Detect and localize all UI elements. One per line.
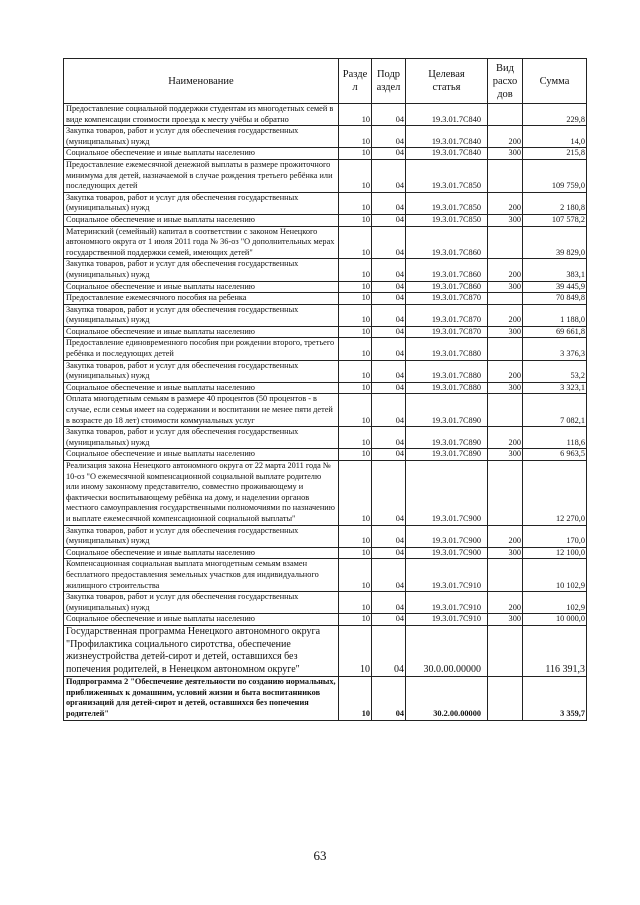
row-razdel: 10 [339, 625, 372, 676]
row-sum: 3 323,1 [523, 382, 587, 394]
row-podrazdel: 04 [372, 326, 406, 338]
row-podrazdel: 04 [372, 226, 406, 259]
row-sum: 170,0 [523, 525, 587, 547]
row-article: 19.3.01.7С910 [406, 614, 488, 626]
row-name: Предоставление единовременного пособия при рождении второго, третьего ребёнка и последующих детей [64, 338, 339, 360]
row-name: Подпрограмма 2 "Обеспечение деятельности по созданию нормальных, приближенных к домашним, условий жизни и быта воспитанников организаций для детей-сирот и детей, оставшихся без попечения родителей" [64, 677, 339, 720]
table-header-row [64, 59, 587, 104]
row-sum: 229,8 [523, 104, 587, 126]
row-razdel: 10 [339, 326, 372, 338]
row-name: Социальное обеспечение и иные выплаты населению [64, 148, 339, 160]
header-vid: Вид расхо дов [488, 59, 523, 104]
page-number: 63 [313, 848, 327, 863]
row-sum: 69 661,8 [523, 326, 587, 338]
row-sum: 12 100,0 [523, 547, 587, 559]
row-vid: 200 [488, 360, 523, 382]
row-name: Социальное обеспечение и иные выплаты населению [64, 449, 339, 461]
header-razdel: Разде л [339, 59, 372, 104]
row-article: 19.3.01.7С850 [406, 214, 488, 226]
row-razdel: 10 [339, 192, 372, 214]
table-row [64, 338, 587, 360]
row-sum: 10 000,0 [523, 614, 587, 626]
table-row [64, 326, 587, 338]
table-row [64, 360, 587, 382]
row-article: 19.3.01.7С860 [406, 226, 488, 259]
row-name: Предоставление социальной поддержки студентам из многодетных семей в виде компенсации стоимости проезда к месту учёбы и обратно [64, 104, 339, 126]
row-razdel: 10 [339, 461, 372, 526]
row-article: 19.3.01.7С840 [406, 126, 488, 148]
table-row [64, 293, 587, 305]
row-vid [488, 226, 523, 259]
row-article: 19.3.01.7С890 [406, 394, 488, 427]
row-vid: 200 [488, 192, 523, 214]
row-podrazdel: 04 [372, 525, 406, 547]
row-article: 19.3.01.7С850 [406, 159, 488, 192]
row-razdel: 10 [339, 226, 372, 259]
row-vid: 200 [488, 126, 523, 148]
budget-table [63, 58, 587, 721]
row-razdel: 10 [339, 559, 372, 592]
row-sum: 10 102,9 [523, 559, 587, 592]
row-razdel: 10 [339, 338, 372, 360]
row-razdel: 10 [339, 148, 372, 160]
row-article: 19.3.01.7С870 [406, 304, 488, 326]
table-row [64, 394, 587, 427]
row-article: 19.3.01.7С890 [406, 427, 488, 449]
row-podrazdel: 04 [372, 547, 406, 559]
row-vid: 200 [488, 427, 523, 449]
row-sum: 39 445,9 [523, 281, 587, 293]
row-article: 19.3.01.7С890 [406, 449, 488, 461]
row-name: Социальное обеспечение и иные выплаты населению [64, 614, 339, 626]
table-row [64, 449, 587, 461]
row-podrazdel: 04 [372, 281, 406, 293]
row-podrazdel: 04 [372, 394, 406, 427]
table-row [64, 559, 587, 592]
row-sum: 53,2 [523, 360, 587, 382]
row-name: Закупка товаров, работ и услуг для обеспечения государственных (муниципальных) нужд [64, 592, 339, 614]
row-sum: 7 082,1 [523, 394, 587, 427]
row-vid: 300 [488, 547, 523, 559]
row-vid [488, 394, 523, 427]
table-row [64, 281, 587, 293]
row-vid [488, 338, 523, 360]
table-row [64, 259, 587, 281]
row-name: Закупка товаров, работ и услуг для обеспечения государственных (муниципальных) нужд [64, 304, 339, 326]
row-name: Социальное обеспечение и иные выплаты населению [64, 214, 339, 226]
row-article: 19.3.01.7С850 [406, 192, 488, 214]
row-article: 19.3.01.7С900 [406, 525, 488, 547]
row-podrazdel: 04 [372, 625, 406, 676]
row-vid: 300 [488, 449, 523, 461]
row-razdel: 10 [339, 427, 372, 449]
row-name: Социальное обеспечение и иные выплаты населению [64, 326, 339, 338]
row-podrazdel: 04 [372, 449, 406, 461]
row-name: Реализация закона Ненецкого автономного округа от 22 марта 2011 года № 10-оз "О ежемесячной компенсационной социальной выплате родителю или иному законному представителю, совместно проживающему и фактически воспитывающему ребёнка на дому, и наделении органов местного самоуправления государственными полномочиями по назначению и выплате ежемесячной компенсационной социальной выплаты" [64, 461, 339, 526]
row-vid [488, 559, 523, 592]
row-sum: 2 180,8 [523, 192, 587, 214]
row-name: Социальное обеспечение и иные выплаты населению [64, 547, 339, 559]
row-razdel: 10 [339, 159, 372, 192]
row-podrazdel: 04 [372, 677, 406, 720]
row-podrazdel: 04 [372, 614, 406, 626]
row-sum: 12 270,0 [523, 461, 587, 526]
row-article: 19.3.01.7С840 [406, 148, 488, 160]
row-vid: 200 [488, 525, 523, 547]
row-razdel: 10 [339, 360, 372, 382]
row-sum: 383,1 [523, 259, 587, 281]
row-podrazdel: 04 [372, 427, 406, 449]
row-podrazdel: 04 [372, 293, 406, 305]
row-podrazdel: 04 [372, 338, 406, 360]
row-article: 19.3.01.7С860 [406, 281, 488, 293]
row-sum: 118,6 [523, 427, 587, 449]
row-name: Материнский (семейный) капитал в соответствии с законом Ненецкого автономного округа от 1 июля 2011 года № 36-оз "О дополнительных мерах государственной поддержки семей, имеющих детей" [64, 226, 339, 259]
row-razdel: 10 [339, 259, 372, 281]
row-vid: 300 [488, 326, 523, 338]
row-article: 19.3.01.7С910 [406, 559, 488, 592]
row-vid: 300 [488, 382, 523, 394]
row-podrazdel: 04 [372, 104, 406, 126]
row-sum: 3 359,7 [523, 677, 587, 720]
row-vid [488, 293, 523, 305]
row-razdel: 10 [339, 382, 372, 394]
row-vid: 300 [488, 214, 523, 226]
row-name: Закупка товаров, работ и услуг для обеспечения государственных (муниципальных) нужд [64, 192, 339, 214]
row-razdel: 10 [339, 525, 372, 547]
row-podrazdel: 04 [372, 214, 406, 226]
table-row [64, 226, 587, 259]
row-article: 30.2.00.00000 [406, 677, 488, 720]
row-name: Компенсационная социальная выплата многодетным семьям взамен бесплатного предоставления земельных участков для индивидуального жилищного строительства [64, 559, 339, 592]
row-vid: 300 [488, 281, 523, 293]
row-name: Закупка товаров, работ и услуг для обеспечения государственных (муниципальных) нужд [64, 427, 339, 449]
table-row [64, 159, 587, 192]
row-vid: 200 [488, 259, 523, 281]
row-name: Закупка товаров, работ и услуг для обеспечения государственных (муниципальных) нужд [64, 360, 339, 382]
table-row [64, 427, 587, 449]
table-body [64, 104, 587, 721]
row-podrazdel: 04 [372, 592, 406, 614]
row-razdel: 10 [339, 126, 372, 148]
row-name: Оплата многодетным семьям в размере 40 процентов (50 процентов - в случае, если семья имеет на содержании и воспитании не менее пяти детей в возрасте до 18 лет) стоимости коммунальных услуг [64, 394, 339, 427]
row-podrazdel: 04 [372, 126, 406, 148]
header-sum: Сумма [523, 59, 587, 104]
row-name: Предоставление ежемесячного пособия на ребенка [64, 293, 339, 305]
table-row [64, 592, 587, 614]
table-row [64, 677, 587, 720]
row-razdel: 10 [339, 281, 372, 293]
row-razdel: 10 [339, 614, 372, 626]
table-row [64, 614, 587, 626]
row-razdel: 10 [339, 214, 372, 226]
table-row [64, 104, 587, 126]
table-row [64, 126, 587, 148]
table-row [64, 148, 587, 160]
row-article: 19.3.01.7С910 [406, 592, 488, 614]
row-article: 19.3.01.7С880 [406, 360, 488, 382]
row-podrazdel: 04 [372, 382, 406, 394]
header-podrazdel: Подр аздел [372, 59, 406, 104]
row-article: 19.3.01.7С880 [406, 338, 488, 360]
table-row [64, 214, 587, 226]
table-row [64, 625, 587, 676]
row-article: 19.3.01.7С840 [406, 104, 488, 126]
header-name: Наименование [64, 59, 339, 104]
row-podrazdel: 04 [372, 259, 406, 281]
row-podrazdel: 04 [372, 304, 406, 326]
row-article: 30.0.00.00000 [406, 625, 488, 676]
row-vid: 200 [488, 304, 523, 326]
row-article: 19.3.01.7С900 [406, 547, 488, 559]
row-name: Государственная программа Ненецкого автономного округа "Профилактика социального сиротства, обеспечение жизнеустройства детей-сирот и детей, оставшихся без попечения родителей, в Ненецком автономном округе" [64, 625, 339, 676]
row-vid: 300 [488, 148, 523, 160]
row-article: 19.3.01.7С900 [406, 461, 488, 526]
row-name: Социальное обеспечение и иные выплаты населению [64, 382, 339, 394]
row-name: Закупка товаров, работ и услуг для обеспечения государственных (муниципальных) нужд [64, 259, 339, 281]
header-article: Целевая статья [406, 59, 488, 104]
row-razdel: 10 [339, 592, 372, 614]
table-row [64, 525, 587, 547]
row-vid [488, 461, 523, 526]
table-row [64, 547, 587, 559]
row-name: Закупка товаров, работ и услуг для обеспечения государственных (муниципальных) нужд [64, 525, 339, 547]
row-razdel: 10 [339, 547, 372, 559]
row-vid [488, 159, 523, 192]
row-razdel: 10 [339, 304, 372, 326]
row-article: 19.3.01.7С880 [406, 382, 488, 394]
row-vid: 300 [488, 614, 523, 626]
row-vid [488, 104, 523, 126]
row-sum: 109 759,0 [523, 159, 587, 192]
row-article: 19.3.01.7С870 [406, 326, 488, 338]
table-row [64, 382, 587, 394]
table-row [64, 304, 587, 326]
row-podrazdel: 04 [372, 461, 406, 526]
row-vid [488, 677, 523, 720]
table-row [64, 461, 587, 526]
row-name: Закупка товаров, работ и услуг для обеспечения государственных (муниципальных) нужд [64, 126, 339, 148]
row-sum: 3 376,3 [523, 338, 587, 360]
row-sum: 14,0 [523, 126, 587, 148]
row-name: Предоставление ежемесячной денежной выплаты в размере прожиточного минимума для детей, назначаемой в случае рождения третьего ребёнка или последующих детей [64, 159, 339, 192]
row-name: Социальное обеспечение и иные выплаты населению [64, 281, 339, 293]
row-podrazdel: 04 [372, 360, 406, 382]
row-razdel: 10 [339, 104, 372, 126]
row-sum: 1 188,0 [523, 304, 587, 326]
row-article: 19.3.01.7С860 [406, 259, 488, 281]
row-podrazdel: 04 [372, 148, 406, 160]
row-razdel: 10 [339, 677, 372, 720]
row-podrazdel: 04 [372, 159, 406, 192]
row-sum: 102,9 [523, 592, 587, 614]
row-razdel: 10 [339, 449, 372, 461]
row-sum: 70 849,8 [523, 293, 587, 305]
row-razdel: 10 [339, 293, 372, 305]
row-sum: 6 963,5 [523, 449, 587, 461]
row-sum: 116 391,3 [523, 625, 587, 676]
row-sum: 107 578,2 [523, 214, 587, 226]
row-vid [488, 625, 523, 676]
row-article: 19.3.01.7С870 [406, 293, 488, 305]
row-sum: 39 829,0 [523, 226, 587, 259]
row-vid: 200 [488, 592, 523, 614]
row-podrazdel: 04 [372, 559, 406, 592]
row-sum: 215,8 [523, 148, 587, 160]
table-row [64, 192, 587, 214]
row-podrazdel: 04 [372, 192, 406, 214]
row-razdel: 10 [339, 394, 372, 427]
